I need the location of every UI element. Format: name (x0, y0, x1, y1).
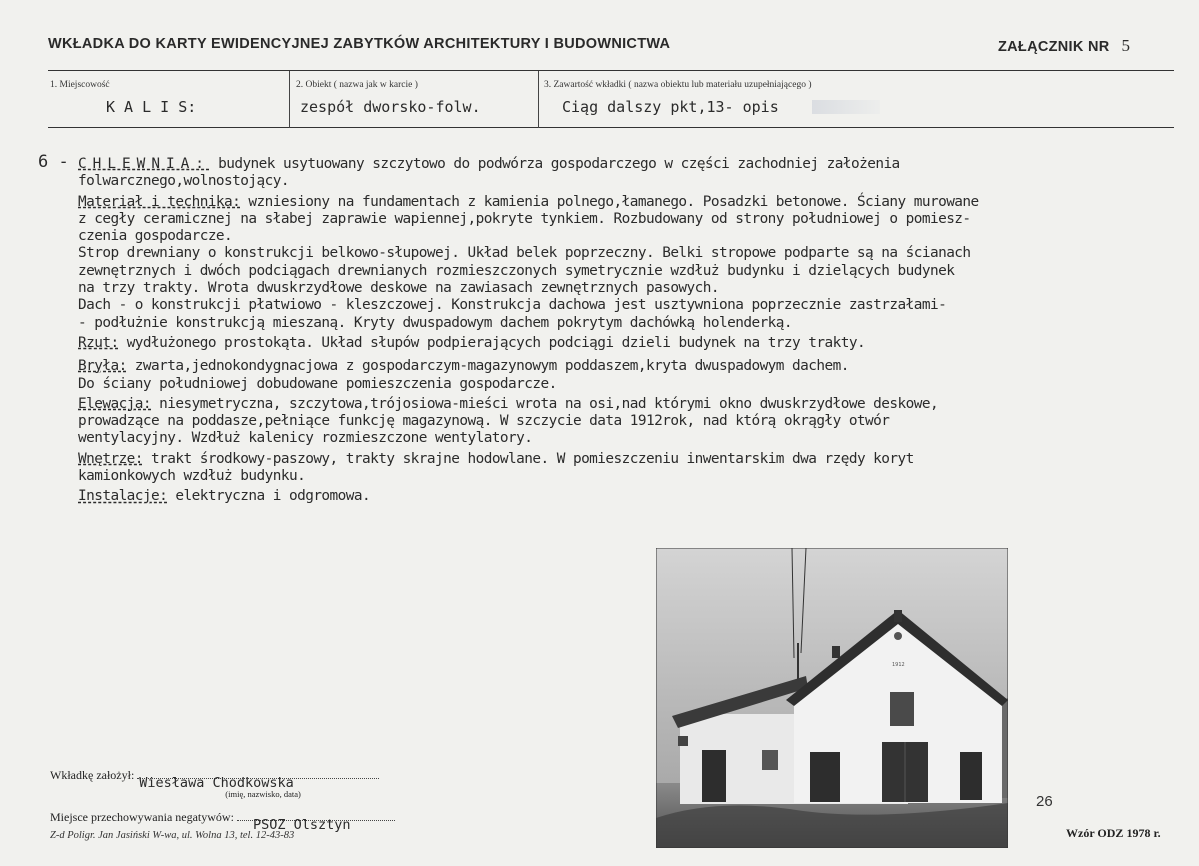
storage-row (50, 810, 395, 833)
body-text: zwarta,jednokondygnacjowa z gospodarczym-magazynowym poddaszem,kryta dwuspadowym dachem. (126, 358, 849, 375)
body-line (78, 194, 1188, 211)
founded-value: Wiesława Chodkowska (139, 775, 294, 791)
body-line: Strop drewniany o konstrukcji belkowo-słupowej. Układ belek poprzeczny. Belki stropowe podparte są na ścianach (78, 245, 971, 262)
body-line: na trzy trakty. Wrota dwuskrzydłowe deskowe na zawiasach zewnętrznych pasowych. (78, 280, 719, 297)
body-text: wzniesiony na fundamentach z kamienia polnego,łamanego. Posadzki betonowe. Ściany murowane (240, 193, 979, 210)
item-number: 6 - (38, 152, 69, 172)
section-heading: Elewacja: (78, 395, 152, 412)
field-3-label: 3. Zawartość wkładki ( nazwa obiektu lub materiału uzupełniającego ) (544, 80, 812, 90)
founded-line (137, 775, 379, 799)
attachment-number (998, 36, 1130, 56)
body-line (78, 396, 1188, 413)
body-line: Do ściany południowej dobudowane pomieszczenia gospodarcze. (78, 375, 557, 392)
form-title: WKŁADKA DO KARTY EWIDENCYJNEJ ZABYTKÓW ARCHITEKTURY I BUDOWNICTWA (48, 36, 671, 52)
printer-imprint: Z-d Poligr. Jan Jasiński W-wa, ul. Wolna 13, tel. 12-43-83 (50, 830, 295, 841)
body-line: folwarcznego,wolnostojący. (78, 173, 289, 190)
field-2-label: 2. Obiekt ( nazwa jak w karcie ) (296, 80, 418, 90)
field-divider-2 (538, 71, 539, 128)
field-1-label: 1. Miejscowość (50, 80, 110, 90)
section-heading: Bryła: (78, 358, 127, 375)
section-heading: Instalacje: (78, 488, 168, 505)
attachment-label: ZAŁĄCZNIK NR (998, 39, 1110, 55)
body-line: Dach - o konstrukcji płatwiowo - kleszczowej. Konstrukcja dachowa jest usztywniona poprzecznie zastrzałami- (78, 297, 947, 314)
founded-hint: (imię, nazwisko, data) (225, 789, 301, 799)
body-text: budynek usytuowany szczytowo do podwórza gospodarczego w części zachodniej założenia (209, 156, 900, 172)
storage-label: Miejsce przechowywania negatywów: (50, 810, 234, 824)
storage-value: PSOZ Olsztyn (252, 817, 351, 833)
body-line (78, 451, 1188, 468)
gable-date: 1912 (892, 662, 905, 668)
field-1-value: K A L I S: (106, 98, 197, 116)
header-rule-bottom (48, 127, 1174, 128)
body-line: zewnętrznych i dwóch podciągach drewnianych rozmieszczonych symetrycznie wzdłuż budynku i dzielących budynek (78, 262, 955, 279)
attachment-number-value: 5 (1121, 36, 1131, 55)
body-line (78, 156, 1188, 173)
form-id: Wzór ODZ 1978 r. (1066, 826, 1161, 840)
section-heading: Rzut: (78, 334, 119, 351)
building-photo (656, 548, 1008, 848)
storage-line (237, 817, 395, 833)
field-2-value: zespół dworsko-folw. (300, 98, 481, 116)
section-heading: Wnętrze: (78, 450, 143, 467)
header-rule-top (48, 70, 1174, 71)
field-3-value: Ciąg dalszy pkt,13- opis (562, 98, 779, 116)
founded-label: Wkładkę założył: (50, 768, 135, 782)
body-text: niesymetryczna, szczytowa,trójosiowa-mieści wrota na osi,nad którymi okno dwuskrzydłowe deskowe, (151, 395, 939, 412)
body-line (78, 358, 1188, 375)
body-text: trakt środkowy-paszowy, trakty skrajne hodowlane. W pomieszczeniu inwentarskim dwa rzędy koryt (142, 450, 914, 467)
body-line: wentylacyjny. Wzdłuż kalenicy rozmieszczone wentylatory. (78, 430, 533, 447)
body-text: wydłużonego prostokąta. Układ słupów podpierających podciągi dzieli budynek na trzy trakty. (118, 334, 866, 351)
section-heading: Materiał i technika: (78, 193, 241, 210)
field-divider-1 (289, 71, 290, 128)
body-line: kamionkowych wzdłuż budynku. (78, 468, 306, 485)
body-text: elektryczna i odgromowa. (167, 488, 371, 505)
body-line: z cegły ceramicznej na słabej zaprawie wapiennej,pokryte tynkiem. Rozbudowany od strony południowej o pomiesz- (78, 210, 971, 227)
body-line: prowadzące na poddasze,pełniące funkcję magazynową. W szczycie data 1912rok, nad którą okrągły otwór (78, 413, 890, 430)
faded-text-smudge (812, 100, 880, 114)
body-line: - podłużnie konstrukcją mieszaną. Kryty dwuspadowym dachem pokrytym dachówką holenderką. (78, 314, 793, 331)
founded-row (50, 768, 379, 799)
building-photo-image (656, 548, 1008, 848)
body-line (78, 335, 1188, 352)
body-line (78, 488, 1188, 505)
description-body (78, 156, 1188, 506)
section-heading: CHLEWNIA: (78, 156, 210, 172)
body-line: czenia gospodarcze. (78, 228, 233, 245)
sheet-number: 26 (1036, 793, 1053, 810)
